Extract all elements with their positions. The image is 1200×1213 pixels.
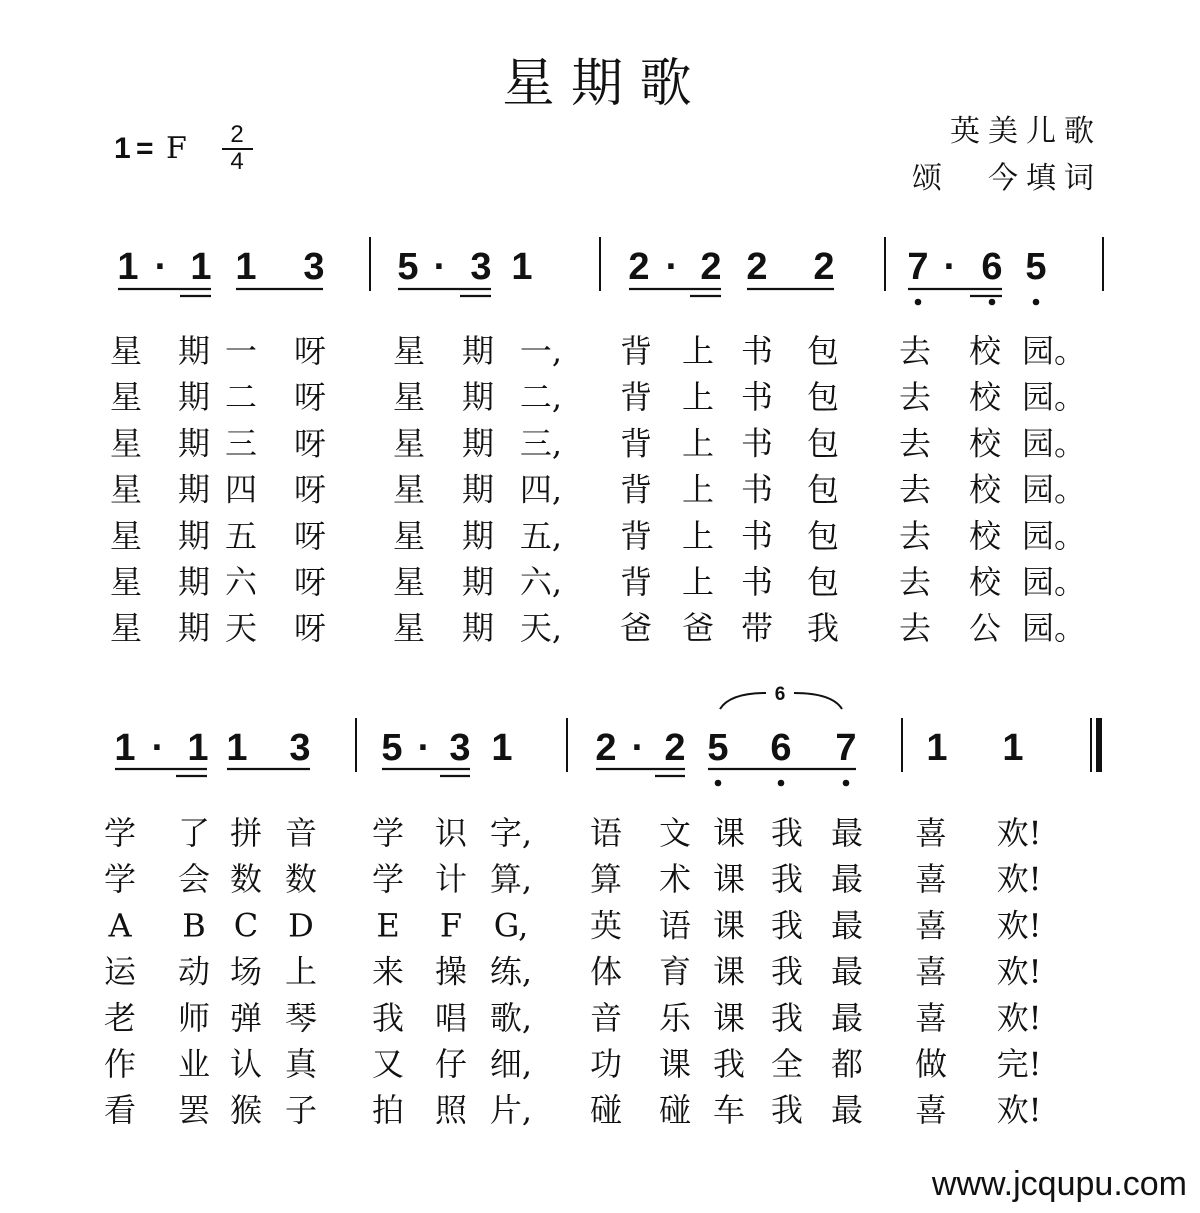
low-octave-dot: [989, 299, 996, 306]
lyric-verse: [110, 563, 1086, 601]
lyric-syllable: 做: [914, 1045, 948, 1083]
lyric-syllable: 欢!: [996, 814, 1042, 852]
measure: [114, 727, 310, 769]
lyric-syllable: 作: [103, 1045, 137, 1083]
lyric-syllable: 动: [177, 952, 211, 991]
lyric-syllable: 去: [898, 332, 932, 370]
note: 3: [470, 246, 492, 288]
lyric-syllable: 罢: [177, 1091, 211, 1130]
note: 5: [707, 727, 729, 769]
lyric-syllable: 术: [658, 860, 692, 899]
lyric-syllable: 书: [740, 424, 774, 463]
lyric-verse: [104, 814, 1041, 852]
lyric-syllable: 包: [806, 563, 840, 601]
lyric-syllable: 五: [224, 516, 258, 555]
lyric-syllable: 我: [770, 952, 804, 991]
lyric-syllable: 课: [712, 998, 746, 1037]
lyric-syllable: 欢!: [996, 952, 1042, 991]
lyric-syllable: 数: [284, 860, 318, 899]
key-tonic: 1: [114, 132, 131, 165]
lyric-syllable: 文: [658, 814, 692, 852]
lyric-syllable: 上: [284, 952, 318, 991]
augmentation-dot: ·: [417, 727, 431, 769]
note: 3: [289, 727, 311, 769]
lyric-syllable: 我: [712, 1045, 746, 1083]
lyric-syllable: 我: [770, 906, 804, 945]
lyric-syllable: 我: [371, 998, 405, 1037]
lyric-syllable: 一,: [519, 332, 563, 370]
note: 1: [1002, 727, 1024, 769]
low-octave-dot: [715, 780, 722, 787]
lyric-syllable: 呀: [293, 516, 327, 555]
song-title: 星 期 歌: [502, 54, 692, 114]
lyric-syllable: 去: [898, 516, 932, 555]
lyric-syllable: 育: [658, 952, 692, 991]
lyric-syllable: 琴: [284, 998, 318, 1037]
lyric-syllable: 照: [434, 1091, 468, 1130]
lyric-syllable: 上: [681, 378, 715, 417]
lyric-syllable: 我: [770, 860, 804, 899]
tuplet-arc-left: [720, 693, 766, 709]
lyric-syllable: 学: [371, 814, 405, 852]
lyric-syllable: 星: [392, 378, 426, 417]
lyric-syllable: 碰: [658, 1091, 692, 1130]
lyric-syllable: 去: [898, 470, 932, 509]
lyric-syllable: 书: [740, 516, 774, 555]
lyric-syllable: 背: [619, 424, 653, 463]
lyric-syllable: 弹: [229, 998, 263, 1037]
time-signature-top: 2: [230, 121, 244, 148]
lyric-syllable: 期: [177, 378, 211, 417]
lyric-syllable: 书: [740, 563, 774, 601]
lyric-syllable: 场: [229, 952, 263, 991]
lyric-syllable: 猴: [229, 1091, 263, 1130]
note: 2: [628, 246, 650, 288]
lyric-syllable: 校: [968, 563, 1002, 601]
lyric-syllable: 语: [589, 814, 623, 852]
note: 1: [187, 727, 209, 769]
lyric-syllable: 包: [806, 332, 840, 370]
lyrics-block: [104, 814, 1041, 1129]
lyric-syllable: 五,: [519, 516, 563, 555]
lyric-syllable: 六,: [519, 563, 563, 601]
lyric-syllable: 二: [224, 378, 258, 417]
lyric-syllable: 喜: [914, 952, 948, 991]
lyric-syllable: 星: [392, 470, 426, 509]
note: 1: [114, 727, 136, 769]
key-letter: F: [166, 131, 187, 166]
lyric-syllable: 校: [968, 424, 1002, 463]
lyric-syllable: 上: [681, 470, 715, 509]
lyric-syllable: 呀: [293, 470, 327, 509]
lyric-syllable: C: [233, 906, 259, 945]
lyric-syllable: 全: [770, 1045, 804, 1083]
lyric-syllable: 呀: [293, 424, 327, 463]
lyric-syllable: 园。: [1021, 378, 1087, 417]
lyric-verse: [110, 378, 1086, 416]
lyric-syllable: 去: [898, 609, 932, 648]
lyric-syllable: 星: [392, 332, 426, 370]
lyric-syllable: 呀: [293, 378, 327, 417]
note: 5: [381, 727, 403, 769]
lyric-syllable: 星: [392, 609, 426, 648]
lyric-syllable: 功: [589, 1045, 623, 1083]
lyric-syllable: 碰: [589, 1091, 623, 1130]
lyric-syllable: 期: [177, 332, 211, 370]
measure: [595, 727, 856, 786]
lyric-syllable: 欢!: [996, 906, 1042, 945]
lyric-syllable: 校: [968, 516, 1002, 555]
note: 2: [813, 246, 835, 288]
lyric-syllable: 爸: [619, 609, 653, 648]
lyric-syllable: E: [376, 906, 400, 945]
lyrics-block: [110, 332, 1086, 647]
lyric-verse: [104, 999, 1041, 1037]
lyric-syllable: 期: [461, 516, 495, 555]
lyric-verse: [110, 332, 1086, 370]
lyric-syllable: 呀: [293, 609, 327, 648]
note: 6: [770, 727, 792, 769]
lyric-verse: [110, 424, 1086, 462]
lyric-syllable: 星: [109, 378, 143, 417]
lyric-syllable: 去: [898, 563, 932, 601]
lyric-syllable: 最: [830, 998, 864, 1037]
lyric-syllable: 四: [224, 470, 258, 509]
lyric-syllable: 园。: [1021, 563, 1087, 601]
lyric-syllable: 期: [461, 470, 495, 509]
lyric-syllable: 星: [392, 424, 426, 463]
lyric-syllable: 去: [898, 424, 932, 463]
lyric-syllable: 背: [619, 563, 653, 601]
lyric-syllable: 期: [461, 424, 495, 463]
note: 2: [664, 727, 686, 769]
lyric-syllable: 子: [284, 1091, 318, 1130]
lyric-syllable: 字,: [489, 814, 533, 852]
lyric-syllable: 园。: [1021, 470, 1087, 509]
lyric-syllable: 天,: [519, 609, 563, 648]
lyric-syllable: 来: [371, 952, 405, 991]
lyric-syllable: 爸: [681, 609, 715, 648]
lyric-syllable: 园。: [1021, 332, 1087, 370]
lyric-syllable: 背: [619, 470, 653, 509]
lyric-syllable: 认: [229, 1045, 263, 1083]
note: 3: [303, 246, 325, 288]
lyric-syllable: 欢!: [996, 1091, 1042, 1130]
lyric-syllable: 校: [968, 470, 1002, 509]
measure: [397, 246, 532, 288]
lyric-syllable: 我: [770, 814, 804, 852]
key-equals: =: [136, 132, 154, 165]
lyric-syllable: 算,: [489, 860, 533, 899]
tuplet-arc-right: [794, 693, 842, 709]
lyric-syllable: 期: [461, 378, 495, 417]
augmentation-dot: ·: [154, 246, 168, 288]
lyric-syllable: 公: [968, 609, 1002, 648]
lyric-syllable: 四,: [519, 470, 563, 509]
lyric-syllable: 乐: [658, 998, 692, 1037]
lyric-syllable: 期: [177, 516, 211, 555]
music-line: [117, 237, 1103, 305]
lyric-syllable: 英: [589, 906, 623, 945]
lyric-syllable: 体: [589, 952, 623, 991]
key-signature: [114, 131, 187, 166]
lyric-syllable: 背: [619, 332, 653, 370]
lyric-syllable: 六: [224, 563, 258, 601]
lyric-syllable: 学: [103, 860, 137, 899]
lyric-verse: [110, 471, 1086, 509]
lyric-syllable: 星: [109, 332, 143, 370]
note: 1: [491, 727, 513, 769]
lyric-syllable: 背: [619, 516, 653, 555]
augmentation-dot: ·: [943, 246, 957, 288]
lyric-verse: [110, 517, 1086, 555]
augmentation-dot: ·: [665, 246, 679, 288]
lyric-syllable: 完!: [996, 1045, 1042, 1083]
lyric-syllable: 上: [681, 332, 715, 370]
lyric-syllable: 星: [392, 563, 426, 601]
lyric-syllable: 车: [712, 1091, 746, 1130]
lyric-syllable: 拍: [371, 1091, 405, 1130]
note: 3: [449, 727, 471, 769]
lyric-syllable: 三: [224, 424, 258, 463]
lyric-syllable: 运: [103, 952, 137, 991]
lyric-syllable: 最: [830, 906, 864, 945]
lyric-syllable: G,: [493, 906, 529, 945]
lyricist-credit: 颂 今填词: [912, 161, 1102, 196]
lyric-syllable: 练,: [489, 952, 533, 991]
lyric-syllable: F: [439, 906, 463, 945]
lyric-syllable: 呀: [293, 563, 327, 601]
lyric-syllable: 计: [434, 860, 468, 899]
lyric-syllable: 学: [103, 814, 137, 852]
lyric-syllable: 真: [284, 1045, 318, 1083]
lyric-syllable: 都: [830, 1045, 864, 1083]
lyric-syllable: 师: [177, 998, 211, 1037]
lyric-syllable: 课: [712, 952, 746, 991]
lyric-syllable: 星: [392, 516, 426, 555]
lyric-syllable: 会: [177, 860, 211, 899]
lyric-syllable: 包: [806, 424, 840, 463]
note: 7: [835, 727, 857, 769]
lyric-syllable: 包: [806, 378, 840, 417]
lyric-syllable: 包: [806, 470, 840, 509]
lyric-syllable: 了: [177, 814, 211, 852]
note: 2: [700, 246, 722, 288]
lyric-syllable: 呀: [293, 332, 327, 370]
lyric-syllable: 期: [177, 563, 211, 601]
lyric-syllable: 上: [681, 563, 715, 601]
lyric-syllable: 算: [589, 860, 623, 899]
lyric-syllable: 园。: [1021, 424, 1087, 463]
lyric-syllable: 欢!: [996, 860, 1042, 899]
lyric-syllable: 语: [658, 906, 692, 945]
lyric-syllable: 学: [371, 860, 405, 899]
lyric-syllable: 书: [740, 470, 774, 509]
lyric-syllable: 天: [224, 609, 258, 648]
lyric-syllable: 最: [830, 814, 864, 852]
note: 1: [511, 246, 533, 288]
origin-credit: 英美儿歌: [950, 114, 1102, 149]
lyric-syllable: 上: [681, 424, 715, 463]
lyric-syllable: 期: [461, 332, 495, 370]
lyric-syllable: 期: [177, 609, 211, 648]
lyric-syllable: 喜: [914, 998, 948, 1037]
note: 1: [926, 727, 948, 769]
low-octave-dot: [915, 299, 922, 306]
lyric-syllable: 带: [740, 609, 774, 648]
low-octave-dot: [1033, 299, 1040, 306]
lyric-syllable: 书: [740, 378, 774, 417]
note: 6: [981, 246, 1003, 288]
lyric-syllable: 老: [103, 998, 137, 1037]
lyric-syllable: 最: [830, 860, 864, 899]
lyric-syllable: 欢!: [996, 998, 1042, 1037]
tuplet-number: 6: [774, 684, 786, 705]
lyric-syllable: 星: [109, 516, 143, 555]
time-signature-bottom: 4: [230, 148, 244, 175]
lyric-syllable: 三,: [519, 424, 563, 463]
lyric-syllable: 期: [461, 609, 495, 648]
measure: [381, 727, 512, 769]
measure: [628, 246, 834, 288]
lyric-verse: [104, 860, 1041, 898]
lyric-syllable: 最: [830, 1091, 864, 1130]
lyric-syllable: 歌,: [489, 998, 533, 1037]
augmentation-dot: ·: [631, 727, 645, 769]
augmentation-dot: ·: [433, 246, 447, 288]
lyric-syllable: 园。: [1021, 609, 1087, 648]
lyric-syllable: 期: [461, 563, 495, 601]
lyric-syllable: D: [288, 906, 314, 945]
lyric-syllable: 背: [619, 378, 653, 417]
website-watermark: www.jcqupu.com: [931, 1165, 1187, 1203]
lyric-syllable: 去: [898, 378, 932, 417]
lyric-syllable: 喜: [914, 1091, 948, 1130]
lyric-syllable: 拼: [229, 814, 263, 852]
lyric-syllable: 书: [740, 332, 774, 370]
lyric-verse: [104, 1091, 1041, 1129]
lyric-syllable: B: [182, 906, 206, 945]
lyric-syllable: 喜: [914, 860, 948, 899]
lyric-syllable: 课: [658, 1045, 692, 1083]
lyric-syllable: 上: [681, 516, 715, 555]
lyric-syllable: 仔: [434, 1045, 468, 1083]
lyric-verse: [104, 1045, 1041, 1083]
lyric-syllable: 课: [712, 860, 746, 899]
lyric-syllable: 课: [712, 814, 746, 852]
lyric-syllable: 一: [224, 332, 258, 370]
lyric-syllable: 喜: [914, 814, 948, 852]
low-octave-dot: [778, 780, 785, 787]
lyric-syllable: 看: [103, 1091, 137, 1130]
lyric-syllable: 最: [830, 952, 864, 991]
lyric-syllable: 识: [434, 814, 468, 852]
lyric-syllable: 喜: [914, 906, 948, 945]
music-notation: [114, 237, 1103, 786]
lyric-syllable: 课: [712, 906, 746, 945]
lyric-verse: [110, 609, 1086, 647]
augmentation-dot: ·: [151, 727, 165, 769]
lyric-syllable: 我: [770, 1091, 804, 1130]
note: 1: [235, 246, 257, 288]
lyric-syllable: 星: [109, 609, 143, 648]
lyric-syllable: 星: [109, 470, 143, 509]
lyric-syllable: 星: [109, 424, 143, 463]
note: 2: [746, 246, 768, 288]
lyric-syllable: 校: [968, 378, 1002, 417]
measure: [117, 246, 324, 288]
lyric-syllable: 我: [806, 609, 840, 648]
lyric-syllable: 星: [109, 563, 143, 601]
lyric-syllable: 唱: [434, 998, 468, 1037]
note: 1: [117, 246, 139, 288]
lyric-syllable: 我: [770, 998, 804, 1037]
lyric-syllable: 操: [434, 952, 468, 991]
lyric-syllable: 业: [177, 1045, 211, 1083]
note: 2: [595, 727, 617, 769]
lyric-syllable: 包: [806, 516, 840, 555]
note: 5: [1025, 246, 1047, 288]
note: 5: [397, 246, 419, 288]
measure: [926, 727, 1023, 769]
lyric-syllable: 音: [284, 814, 318, 852]
low-octave-dot: [843, 780, 850, 787]
lyric-verse: [107, 906, 1041, 944]
lyric-syllable: 期: [177, 470, 211, 509]
lyric-syllable: A: [108, 906, 132, 945]
music-line: [114, 684, 1099, 786]
note: 7: [907, 246, 929, 288]
lyric-syllable: 园。: [1021, 516, 1087, 555]
lyric-syllable: 片,: [489, 1091, 533, 1130]
lyric-syllable: 校: [968, 332, 1002, 370]
lyric-syllable: 数: [229, 860, 263, 899]
note: 1: [190, 246, 212, 288]
note: 1: [226, 727, 248, 769]
lyric-syllable: 二,: [519, 378, 563, 417]
lyric-verse: [104, 953, 1041, 991]
lyric-syllable: 音: [589, 998, 623, 1037]
lyric-syllable: 期: [177, 424, 211, 463]
time-signature: [222, 121, 253, 175]
lyric-syllable: 细,: [489, 1045, 533, 1083]
lyric-syllable: 又: [371, 1045, 405, 1083]
